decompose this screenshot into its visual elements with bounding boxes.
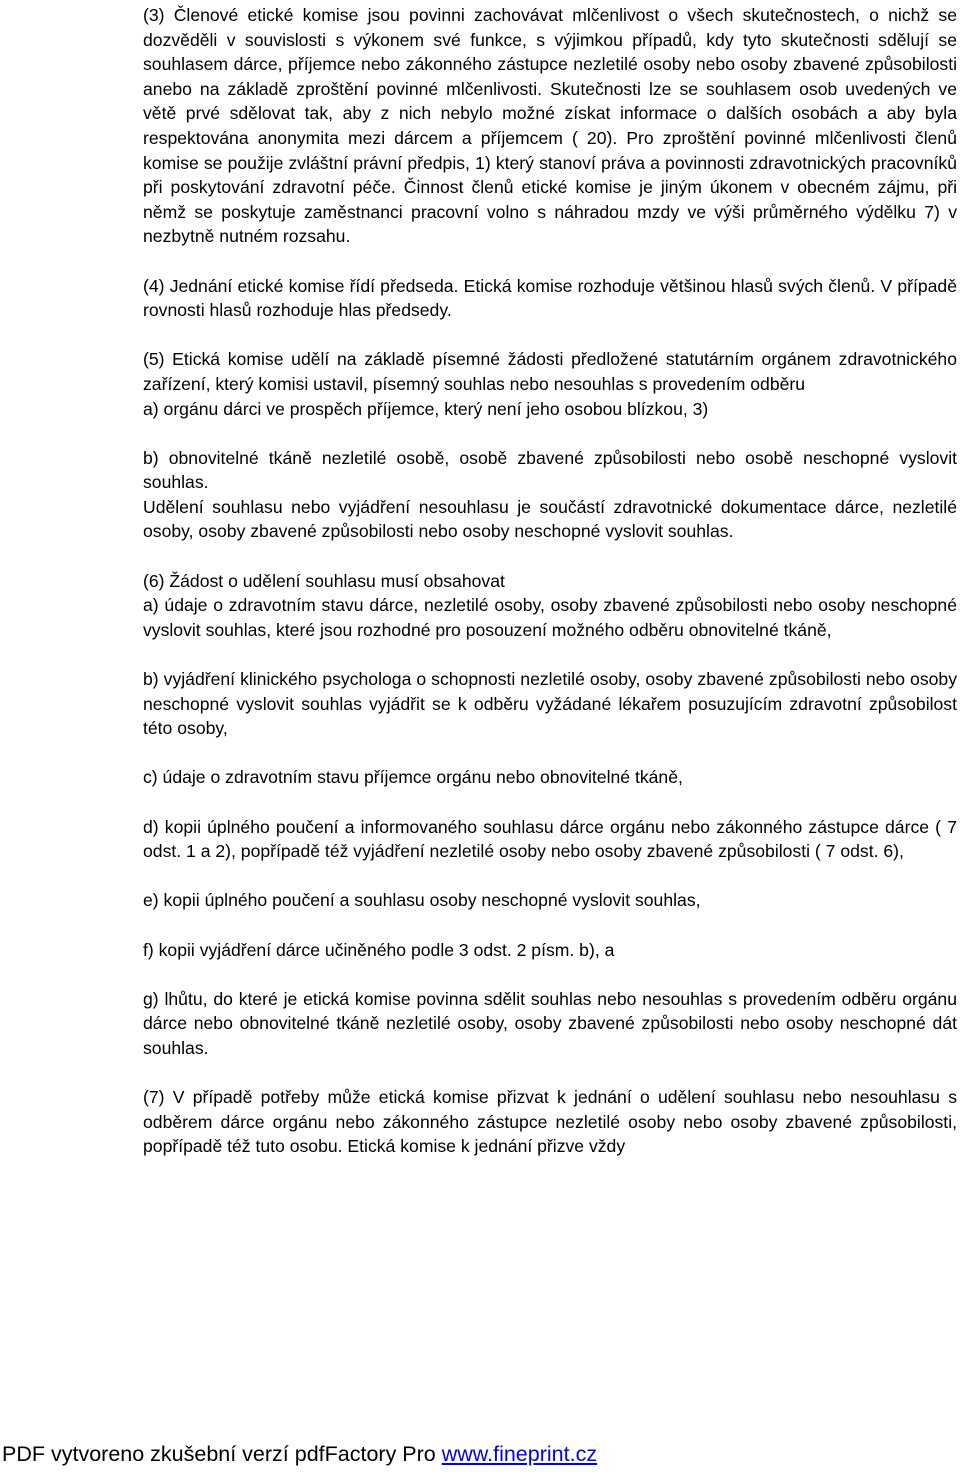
paragraph-5-item-b-text: b) obnovitelné tkáně nezletilé osobě, osobě zbavené způsobilosti nebo osobě neschopné vyslovit souhlas. <box>143 447 957 493</box>
paragraph-4-text: (4) Jednání etické komise řídí předseda. Etická komise rozhoduje většinou hlasů svých členů. V případě rovnosti hlasů rozhoduje hlas předsedy. <box>143 275 957 321</box>
paragraph-5-intro: (5) Etická komise udělí na základě písemné žádosti předložené statutárním orgánem zdravotnického zařízení, který komisi ustavil, písemný souhlas nebo nesouhlas s provedením odběru <box>143 349 957 394</box>
paragraph-6-item-d <box>143 815 957 864</box>
paragraph-5-consent-note: Udělení souhlasu nebo vyjádření nesouhlasu je součástí zdravotnické dokumentace dárce, nezletilé osoby, osoby zbavené způsobilosti nebo osoby neschopné vyslovit souhlas. <box>143 496 957 542</box>
paragraph-6-intro: (6) Žádost o udělení souhlasu musí obsahovat <box>143 570 505 591</box>
pdf-footer <box>2 1439 597 1469</box>
paragraph-3-text: (3) Členové etické komise jsou povinni zachovávat mlčenlivost o všech skutečnostech, o nichž se dozvěděli v souvislosti s výkonem své funkce, s výjimkou případů, kdy tyto skutečnosti sdělují se souhlasem dárce, příjemce nebo zákonného zástupce nezletilé osoby nebo osoby zbavené způsobilosti anebo na základě zproštění povinné mlčenlivosti. Skutečnosti lze se souhlasem osob uvedených ve větě prvé sdělovat tak, aby z nich nebylo možné získat informace o dalších osobách a aby byla respektována anonymita mezi dárcem a příjemcem ( 20). Pro zproštění povinné mlčenlivosti členů komise se použije zvláštní právní předpis, 1) který stanoví práva a povinnosti zdravotnických pracovníků při poskytování zdravotní péče. Činnost členů etické komise je jiným úkonem v obecném zájmu, při němž se poskytuje zaměstnanci pracovní volno s náhradou mzdy ve výši průměrného výdělku 7) v nezbytně nutném rozsahu. <box>143 5 957 247</box>
paragraph-6 <box>143 569 957 643</box>
paragraph-6-item-d-text: d) kopii úplného poučení a informovaného souhlasu dárce orgánu nebo zákonného zástupce dárce ( 7 odst. 1 a 2), popřípadě též vyjádření nezletilé osoby nebo osoby zbavené způsobilosti ( 7 odst. 6), <box>143 816 957 862</box>
paragraph-6-item-g-text: g) lhůtu, do které je etická komise povinna sdělit souhlas nebo nesouhlas s provedením odběru orgánu dárce nebo obnovitelné tkáně nezletilé osoby, osoby zbavené způsobilosti nebo osoby neschopné dát souhlas. <box>143 988 957 1058</box>
paragraph-6-item-f <box>143 938 957 963</box>
paragraph-7 <box>143 1085 957 1159</box>
paragraph-6-item-a: a) údaje o zdravotním stavu dárce, nezletilé osoby, osoby zbavené způsobilosti nebo osoby neschopné vyslovit souhlas, které jsou rozhodné pro posouzení možného odběru obnovitelné tkáně, <box>143 595 957 640</box>
paragraph-6-item-c-text: c) údaje o zdravotním stavu příjemce orgánu nebo obnovitelné tkáně, <box>143 767 683 788</box>
paragraph-3 <box>143 3 957 249</box>
paragraph-5 <box>143 347 957 421</box>
paragraph-4 <box>143 274 957 323</box>
paragraph-6-item-g <box>143 987 957 1061</box>
paragraph-6-item-f-text: f) kopii vyjádření dárce učiněného podle 3 odst. 2 písm. b), a <box>143 939 615 960</box>
paragraph-6-item-e-text: e) kopii úplného poučení a souhlasu osoby neschopné vyslovit souhlas, <box>143 890 701 911</box>
paragraph-7-text: (7) V případě potřeby může etická komise přizvat k jednání o udělení souhlasu nebo nesouhlasu s odběrem dárce orgánu nebo zákonného zástupce nezletilé osoby nebo osoby zbavené způsobilosti, popřípadě též tuto osobu. Etická komise k jednání přizve vždy <box>143 1087 957 1157</box>
paragraph-5-item-b <box>143 446 957 544</box>
paragraph-6-item-b <box>143 667 957 741</box>
paragraph-6-item-e <box>143 888 957 913</box>
footer-link[interactable]: www.fineprint.cz <box>441 1442 598 1466</box>
paragraph-6-item-c <box>143 765 957 790</box>
paragraph-6-item-b-text: b) vyjádření klinického psychologa o schopnosti nezletilé osoby, osoby zbavené způsobilosti nebo osoby neschopné vyslovit souhlas vyjádřit se k odběru vyžádané lékařem posuzujícím zdravotní způsobilost této osoby, <box>143 669 957 739</box>
paragraph-5-item-a: a) orgánu dárci ve prospěch příjemce, který není jeho osobou blízkou, 3) <box>143 398 709 419</box>
document-body <box>143 3 957 1159</box>
footer-text: PDF vytvoreno zkušební verzí pdfFactory Pro <box>2 1442 442 1466</box>
